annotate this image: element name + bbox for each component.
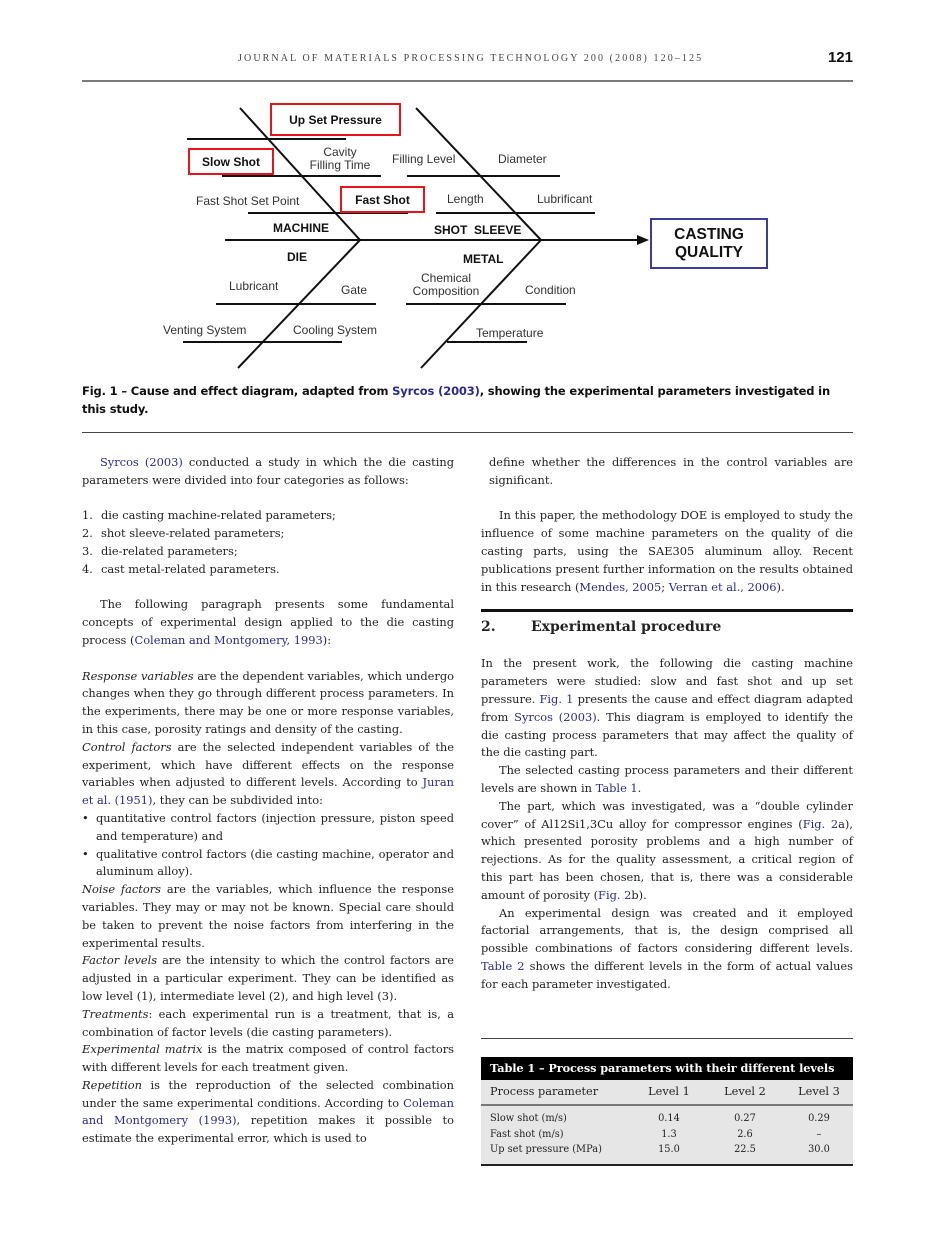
table-body xyxy=(481,1106,853,1166)
list-item: 4. cast metal-related parameters. xyxy=(82,561,280,576)
column-header: Level 2 xyxy=(724,1085,766,1098)
bullet-icon: • xyxy=(82,810,89,825)
table-title: Table 1 – Process parameters with their different levels xyxy=(481,1057,853,1080)
figure-link[interactable]: Fig. 1 xyxy=(539,691,574,706)
cause-up-set-pressure: Up Set Pressure xyxy=(270,103,401,136)
concepts-paragraph: The following paragraph presents some fundamental concepts of experimental design applied to the die casting process (Coleman and Montgomery, 1993): xyxy=(82,597,454,647)
definition-noise-factors: Noise factors are the variables, which influence the response variables. They may or may not be known. Special care should be taken to prevent the noise factors from interfering in the experimental results. xyxy=(82,882,454,950)
cause-diameter: Diameter xyxy=(498,152,547,166)
cause-lubrificant: Lubrificant xyxy=(537,192,593,206)
table-1 xyxy=(481,1057,853,1166)
left-column xyxy=(82,454,454,1148)
definition-control-factors: Control factors are the selected independent variables of the experiment, which have different effects on the response variables when adjusted to different levels. According to Juran et al. (1951), they can be subdivided into: xyxy=(82,739,454,808)
column-header: Process parameter xyxy=(490,1085,599,1098)
continued-paragraph: define whether the differences in the control variables are significant. xyxy=(489,455,853,487)
fishbone-lines xyxy=(0,0,925,380)
cause-temperature: Temperature xyxy=(476,326,544,340)
figure-caption: Fig. 1 – Cause and effect diagram, adapted from Syrcos (2003), showing the experimental parameters investigated in this study. xyxy=(82,384,830,416)
category-shot-sleeve: SHOT SLEEVE xyxy=(434,223,522,237)
category-machine: MACHINE xyxy=(273,221,329,235)
figure-link[interactable]: Fig. 2 xyxy=(598,887,632,902)
table-link[interactable]: Table 2 xyxy=(481,958,525,973)
right-column xyxy=(481,454,853,994)
procedure-paragraph-4: An experimental design was created and it employed factorial arrangements, that is, the design comprised all possible combinations of factors considering different levels. Table 2 shows the different levels in the form of actual values for each parameter investigated. xyxy=(481,905,854,991)
list-item: 1. die casting machine-related parameters; xyxy=(82,508,336,523)
list-item: 3. die-related parameters; xyxy=(82,543,238,558)
definition-treatments: Treatments: each experimental run is a treatment, that is, a combination of factor levels (die casting parameters). xyxy=(82,1006,454,1039)
table-row: Slow shot (m/s) 0.14 0.27 0.29 xyxy=(490,1113,830,1124)
definition-repetition: Repetition is the reproduction of the selected combination under the same experimental conditions. According to Coleman and Montgomery (1993), repetition makes it possible to estimate the experimental error, which is used to xyxy=(82,1077,454,1146)
cause-die-lubricant: Lubricant xyxy=(229,279,279,293)
running-head: JOURNAL OF MATERIALS PROCESSING TECHNOLOGY 200 (2008) 120–125 xyxy=(238,53,704,64)
section-rule xyxy=(481,609,853,612)
cause-length: Length xyxy=(447,192,484,206)
cause-chemical-composition: Chemical Composition xyxy=(412,271,480,298)
definition-experimental-matrix: Experimental matrix is the matrix composed of control factors with different levels for each treatment given. xyxy=(82,1042,454,1075)
definitions xyxy=(82,668,454,1149)
citation-link[interactable]: Coleman and Montgomery, 1993 xyxy=(134,632,323,647)
definition-factor-levels: Factor levels are the intensity to which the control factors are adjusted in a particular experiment. They can be identified as low level (1), intermediate level (2), and high level (3). xyxy=(82,953,454,1003)
cause-cavity-filling-time: Cavity Filling Time xyxy=(309,145,371,172)
table-row: Up set pressure (MPa) 15.0 22.5 30.0 xyxy=(490,1144,830,1155)
bullet-item: • qualitative control factors (die casting machine, operator and aluminum alloy). xyxy=(82,846,454,882)
cause-venting-system: Venting System xyxy=(163,323,247,337)
page-number: 121 xyxy=(827,49,853,66)
cause-condition: Condition xyxy=(525,283,576,297)
procedure-paragraph-3: The part, which was investigated, was a “double cylinder cover” of Al12Si1,3Cu alloy for compressor engines (Fig. 2a), which presented porosity problems and a high number of rejections. As for the quality assessment, a critical region of this part has been chosen, that is, there was a considerable amount of porosity (Fig. 2b). xyxy=(481,798,853,902)
category-die: DIE xyxy=(287,250,308,264)
table-row: Fast shot (m/s) 1.3 2.6 – xyxy=(490,1128,822,1140)
table-link[interactable]: Table 1 xyxy=(595,780,638,795)
bullet-item: • quantitative control factors (injection pressure, piston speed and temperature) and xyxy=(82,810,454,846)
column-header: Level 3 xyxy=(798,1085,840,1098)
citation-link[interactable]: Syrcos (2003) xyxy=(392,384,480,398)
column-header: Level 1 xyxy=(648,1085,690,1098)
procedure-paragraph-1: In the present work, the following die casting machine parameters were studied: slow and fast shot and up set pressure. Fig. 1 presents the cause and effect diagram adapted from Syrcos (2003). This diagram is employed to identify the die casting process parameters that may affect the quality of the die casting part. xyxy=(481,656,853,760)
citation-link[interactable]: Verran et al., 2006 xyxy=(668,579,777,594)
citation-link[interactable]: Mendes, 2005 xyxy=(579,579,662,594)
citation-link[interactable]: Juran et al. (1951) xyxy=(82,775,454,808)
effect-casting-quality: CASTING QUALITY xyxy=(650,218,768,269)
cause-slow-shot: Slow Shot xyxy=(188,148,274,175)
citation-link[interactable]: Coleman and Montgomery (1993) xyxy=(82,1095,454,1128)
procedure-paragraph-2: The selected casting process parameters and their different levels are shown in Table 1. xyxy=(481,763,853,795)
caption-rule xyxy=(82,432,853,433)
table-header-row xyxy=(481,1080,853,1106)
doe-paragraph: In this paper, the methodology DOE is employed to study the influence of some machine parameters on the quality of die casting parts, using the SAE305 aluminum alloy. Recent publications present further information on the results obtained in this research (Mendes, 2005; Verran et al., 2006). xyxy=(481,508,853,594)
section-heading: 2. Experimental procedure xyxy=(481,619,722,636)
cause-cooling-system: Cooling System xyxy=(293,323,378,337)
list-item: 2. shot sleeve-related parameters; xyxy=(82,526,285,541)
table-top-rule xyxy=(481,1038,853,1039)
cause-fast-shot: Fast Shot xyxy=(340,186,425,213)
cause-fast-shot-set-point: Fast Shot Set Point xyxy=(196,194,300,208)
bullet-icon: • xyxy=(82,846,89,861)
cause-filling-level: Filling Level xyxy=(392,152,456,166)
definition-response-variables: Response variables are the dependent variables, which undergo changes when they go through different process parameters. In the experiments, there may be one or more response variables, in this case, porosity ratings and density of the casting. xyxy=(82,668,454,736)
figure-link[interactable]: Fig. 2 xyxy=(802,816,839,831)
citation-link[interactable]: Syrcos (2003) xyxy=(514,709,597,724)
intro-paragraph: Syrcos (2003) conducted a study in which the die casting parameters were divided into four categories as follows: xyxy=(82,455,454,487)
figure-1-fishbone-diagram xyxy=(0,0,925,380)
category-metal: METAL xyxy=(463,252,504,266)
citation-link[interactable]: Syrcos (2003) xyxy=(100,455,183,469)
cause-gate: Gate xyxy=(341,283,368,297)
category-list xyxy=(82,507,454,578)
